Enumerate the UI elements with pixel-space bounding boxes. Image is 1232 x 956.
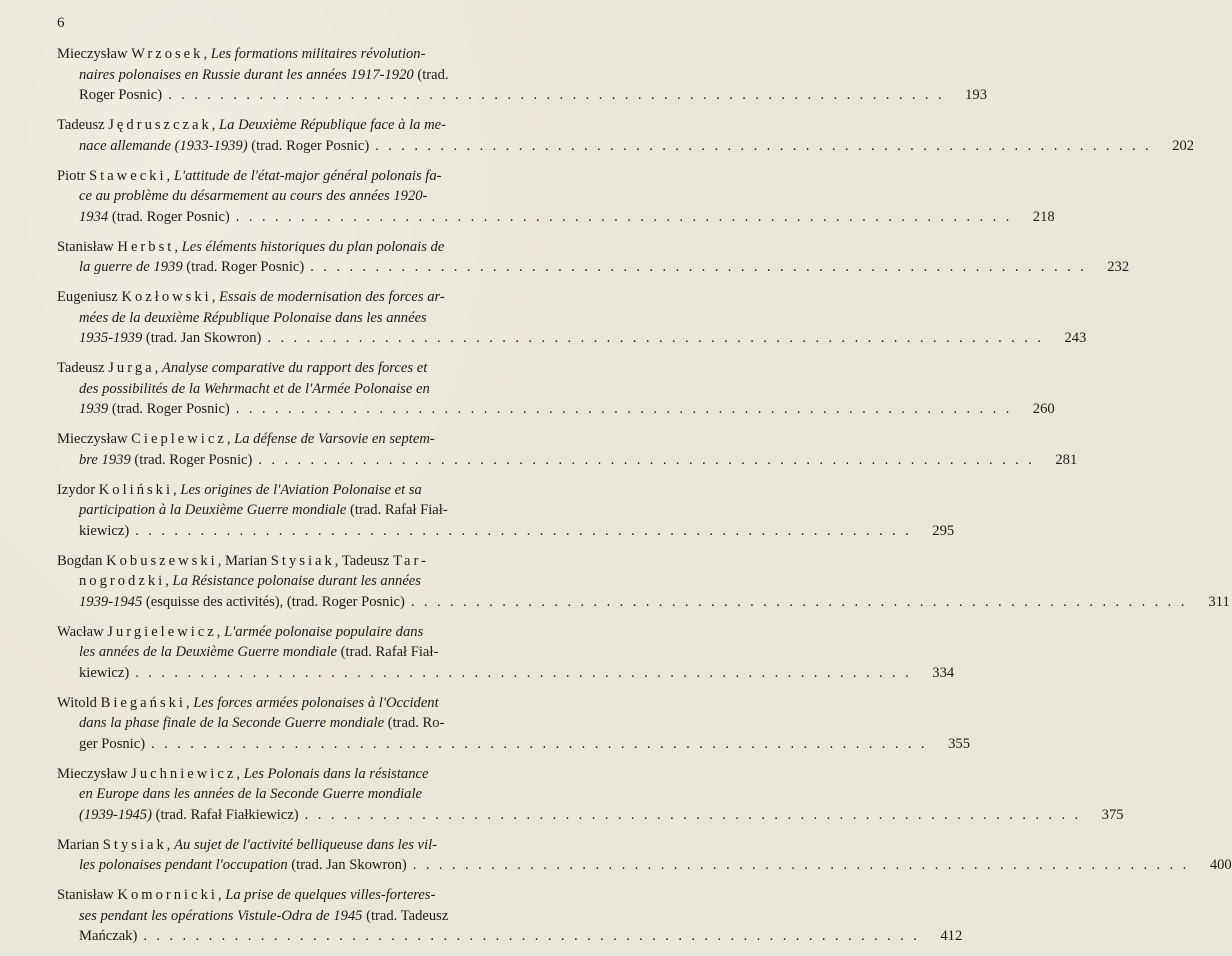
entry-text: , <box>174 238 182 255</box>
author-surname: Komornicki <box>117 887 218 903</box>
toc-entry-line <box>57 429 588 450</box>
toc-entry-text <box>79 257 304 278</box>
toc-page-number: 260 <box>1032 401 1055 417</box>
entry-text: Eugeniusz <box>57 289 122 305</box>
toc-entry-last-line <box>57 926 963 947</box>
article-title: La défense de Varsovie en septem- <box>234 431 435 447</box>
entry-text: Piotr <box>57 167 90 184</box>
toc-entry <box>57 764 1124 826</box>
toc-entry-line <box>57 358 588 379</box>
toc-entry <box>57 480 955 542</box>
article-title: 1939 <box>79 401 109 417</box>
toc-entry-line <box>57 500 588 521</box>
toc-entry <box>57 237 1130 278</box>
entry-text: Stanisław <box>57 887 118 903</box>
article-title: ses pendant les opérations Vistule-Odra de 1945 <box>79 907 363 924</box>
toc-entry-last-line <box>57 805 1124 826</box>
toc-entry <box>57 287 1087 349</box>
entry-text: , <box>173 481 181 498</box>
article-title: Les forces armées polonaises à l'Occident <box>193 694 439 711</box>
article-title: Les Polonais dans la résistance <box>243 765 429 782</box>
toc-entry-line <box>57 713 588 734</box>
dot-leader: ............................................................ <box>412 857 1196 873</box>
dot-leader: ............................................................ <box>375 137 1159 154</box>
toc-entry-line <box>57 835 588 856</box>
entry-text: kiewicz) <box>79 522 130 539</box>
author-surname: Herbst <box>117 238 175 255</box>
toc-entry-line <box>57 115 588 136</box>
entry-text: (trad. Tadeusz <box>362 907 449 924</box>
dot-leader: ............................................................ <box>310 259 1094 275</box>
toc-page-number: 400 <box>1209 857 1232 873</box>
author-surname: Wrzosek <box>131 46 204 62</box>
toc-entry-line <box>57 186 588 207</box>
author-surname: Koliński <box>98 481 174 498</box>
author-surname: Jędruszczak <box>108 117 212 133</box>
dot-leader: ............................................................ <box>304 806 1088 823</box>
author-surname: Tar- <box>393 552 429 569</box>
entry-text: , <box>203 46 211 62</box>
article-title: mées de la deuxième République Polonaise dans les années <box>79 309 427 326</box>
toc-page-number: 193 <box>965 87 988 103</box>
toc-entry-line <box>57 764 588 785</box>
article-title: participation à la Deuxième Guerre mondiale <box>79 502 347 518</box>
author-surname: Jurga <box>108 360 155 376</box>
dot-leader: ............................................................ <box>258 451 1042 468</box>
toc-entry-line <box>57 44 588 65</box>
toc-entry-line <box>57 906 588 927</box>
toc-entry-text <box>79 136 369 157</box>
entry-text: Stanisław <box>57 238 118 255</box>
entry-text: (trad. Roger Posnic) <box>130 451 253 468</box>
toc-entry <box>57 622 955 684</box>
toc-entry-last-line <box>57 85 988 106</box>
entry-text: (trad. Ro- <box>384 715 445 731</box>
article-title: (1939-1945) <box>79 806 152 823</box>
entry-text: (trad. <box>413 66 449 83</box>
article-title: 1934 <box>79 208 109 225</box>
entry-text: , <box>154 360 162 376</box>
entry-text: , <box>216 623 225 640</box>
article-title: 1939-1945 <box>79 593 143 610</box>
toc-page-number: 334 <box>932 664 955 681</box>
entry-text: (trad. Rafał Fiał- <box>337 644 439 660</box>
entry-text: (trad. Roger Posnic) <box>108 208 230 225</box>
entry-text: Marian <box>57 836 103 853</box>
article-title: bre 1939 <box>79 451 131 468</box>
toc-entry-line <box>57 65 588 86</box>
toc-page-number: 281 <box>1055 451 1078 468</box>
author-surname: Jurgielewicz <box>107 623 217 640</box>
toc-entry <box>57 551 1230 613</box>
article-title: nace allemande (1933-1939) <box>79 137 248 154</box>
entry-text: Bogdan <box>57 552 107 569</box>
article-title: Les éléments historiques du plan polonais de <box>181 238 445 255</box>
toc-entry <box>57 44 988 106</box>
article-title: La Deuxième République face à la me- <box>219 117 446 133</box>
toc-entry-line <box>57 166 588 187</box>
entry-text: Mieczysław <box>57 431 132 447</box>
toc-entry-line <box>57 287 588 308</box>
dot-leader: ............................................................ <box>135 522 919 539</box>
toc-entry-text <box>79 926 137 947</box>
toc-entry-last-line <box>57 855 1232 876</box>
toc-entry-text <box>79 855 407 876</box>
entry-text: , <box>217 887 226 903</box>
toc-entry-last-line <box>57 399 1055 420</box>
toc-entry-last-line <box>57 257 1130 278</box>
entry-text: Mańczak) <box>79 928 138 944</box>
article-title: Les formations militaires révolution- <box>210 46 426 62</box>
article-title: Essais de modernisation des forces ar- <box>219 289 445 305</box>
toc-entry-line <box>57 885 588 906</box>
entry-text: (trad. Roger Posnic) <box>182 259 305 275</box>
dot-leader: ............................................................ <box>168 87 952 103</box>
toc-entry-last-line <box>57 136 1195 157</box>
toc-entry-last-line <box>57 521 955 542</box>
article-title: dans la phase finale de la Seconde Guerre mondiale <box>79 715 385 731</box>
toc-page-number: 295 <box>932 522 955 539</box>
entry-text: (trad. Roger Posnic) <box>108 401 230 417</box>
toc-entry-text <box>79 450 252 471</box>
dot-leader: ............................................................ <box>151 735 934 752</box>
toc-entry-line <box>57 480 588 501</box>
toc-entry <box>57 693 970 755</box>
author-surname: Juchniewicz <box>131 765 237 782</box>
dot-leader: ............................................................ <box>267 330 1051 346</box>
table-of-contents <box>57 44 1232 956</box>
article-title: Au sujet de l'activité belliqueuse dans les vil- <box>174 836 437 853</box>
entry-text: , <box>165 573 173 589</box>
toc-entry-last-line <box>57 450 1078 471</box>
toc-entry-text <box>79 805 299 826</box>
article-title: Analyse comparative du rapport des forces et <box>161 360 428 376</box>
author-surname: Kozłowski <box>121 289 212 305</box>
toc-entry-last-line <box>57 592 1230 613</box>
toc-entry-line <box>57 551 588 572</box>
toc-entry-last-line <box>57 328 1087 349</box>
entry-text: , <box>166 836 175 853</box>
entry-text: (trad. Rafał Fiał- <box>346 502 448 518</box>
entry-text: , <box>166 167 174 184</box>
article-title: naires polonaises en Russie durant les années 1917-1920 <box>79 66 414 83</box>
entry-text: Tadeusz <box>57 117 109 133</box>
entry-text: Mieczysław <box>57 46 132 62</box>
entry-text: , <box>226 431 235 447</box>
toc-page-number: 375 <box>1101 806 1124 823</box>
article-title: des possibilités de la Wehrmacht et de l'Armée Polonaise en <box>79 380 430 397</box>
toc-page-number: 412 <box>940 928 963 944</box>
author-surname: Stysiak <box>102 836 167 853</box>
toc-entry-text <box>79 521 129 542</box>
entry-text: , <box>211 289 219 305</box>
entry-text: (esquisse des activités), (trad. Roger Posnic) <box>142 593 405 610</box>
entry-text: , <box>185 694 194 711</box>
article-title: La prise de quelques villes-forteres- <box>225 887 436 903</box>
article-title: Les origines de l'Aviation Polonaise et sa <box>180 481 422 498</box>
toc-entry-text <box>79 85 162 106</box>
dot-leader: ............................................................ <box>235 401 1019 417</box>
article-title: la guerre de 1939 <box>79 259 183 275</box>
toc-entry <box>57 429 1078 470</box>
entry-text: , <box>236 765 244 782</box>
toc-entry <box>57 835 1232 876</box>
toc-entry-last-line <box>57 207 1055 228</box>
toc-entry <box>57 885 963 947</box>
dot-leader: ............................................................ <box>410 593 1194 610</box>
toc-entry-text <box>79 399 230 420</box>
dot-leader: ............................................................ <box>143 928 927 944</box>
article-title: 1935-1939 <box>79 330 143 346</box>
toc-entry-last-line <box>57 663 955 684</box>
author-surname: Kobuszewski <box>106 552 218 569</box>
author-surname: Stawecki <box>89 167 167 184</box>
toc-page-number: 243 <box>1064 330 1087 346</box>
toc-entry-line <box>57 237 588 258</box>
toc-page-number: 311 <box>1208 593 1230 610</box>
toc-page-number: 232 <box>1107 259 1130 275</box>
toc-page-number: 202 <box>1172 137 1195 154</box>
article-title: La Résistance polonaise durant les années <box>172 573 421 589</box>
toc-page-number: 218 <box>1032 208 1055 225</box>
entry-text: (trad. Jan Skowron) <box>287 857 407 873</box>
toc-entry-line <box>57 308 588 329</box>
toc-entry-line <box>57 571 588 592</box>
entry-text: , Tadeusz <box>334 552 394 569</box>
toc-entry <box>57 115 1195 156</box>
toc-entry-text <box>79 207 230 228</box>
toc-entry-line <box>57 642 588 663</box>
dot-leader: ............................................................ <box>235 208 1019 225</box>
toc-entry <box>57 166 1055 228</box>
entry-text: (trad. Roger Posnic) <box>247 137 370 154</box>
toc-entry-line <box>57 622 588 643</box>
page-number: 6 <box>57 15 65 31</box>
entry-text: ger Posnic) <box>79 735 146 752</box>
author-surname: nogrodzki <box>79 573 166 589</box>
toc-entry-text <box>79 592 405 613</box>
article-title: en Europe dans les années de la Seconde Guerre mondiale <box>79 786 423 802</box>
entry-text: Tadeusz <box>57 360 109 376</box>
toc-entry-last-line <box>57 734 970 755</box>
author-surname: Cieplewicz <box>131 431 227 447</box>
dot-leader: ............................................................ <box>135 664 919 681</box>
toc-entry <box>57 358 1055 420</box>
toc-page-number: 355 <box>948 735 970 752</box>
toc-entry-line <box>57 693 588 714</box>
toc-entry-text <box>79 663 129 684</box>
article-title: les polonaises pendant l'occupation <box>79 857 288 873</box>
entry-text: Roger Posnic) <box>79 87 163 103</box>
article-title: ce au problème du désarmement au cours des années 1920- <box>79 188 428 204</box>
entry-text: Izydor <box>57 481 99 498</box>
toc-entry-text <box>79 734 145 755</box>
entry-text: Mieczysław <box>57 765 132 782</box>
entry-text: , Marian <box>217 552 271 569</box>
toc-entry-line <box>57 379 588 400</box>
entry-text: Wacław <box>57 623 108 640</box>
author-surname: Biegański <box>100 694 186 711</box>
author-surname: Stysiak <box>270 552 335 569</box>
entry-text: , <box>211 117 220 133</box>
article-title: L'attitude de l'état-major général polonais fa- <box>173 167 442 184</box>
article-title: les années de la Deuxième Guerre mondiale <box>79 644 338 660</box>
toc-entry-text <box>79 328 261 349</box>
entry-text: kiewicz) <box>79 664 130 681</box>
entry-text: Witold <box>57 694 101 711</box>
entry-text: (trad. Rafał Fiałkiewicz) <box>151 806 299 823</box>
entry-text: (trad. Jan Skowron) <box>142 330 262 346</box>
toc-entry-line <box>57 784 588 805</box>
article-title: L'armée polonaise populaire dans <box>224 623 424 640</box>
